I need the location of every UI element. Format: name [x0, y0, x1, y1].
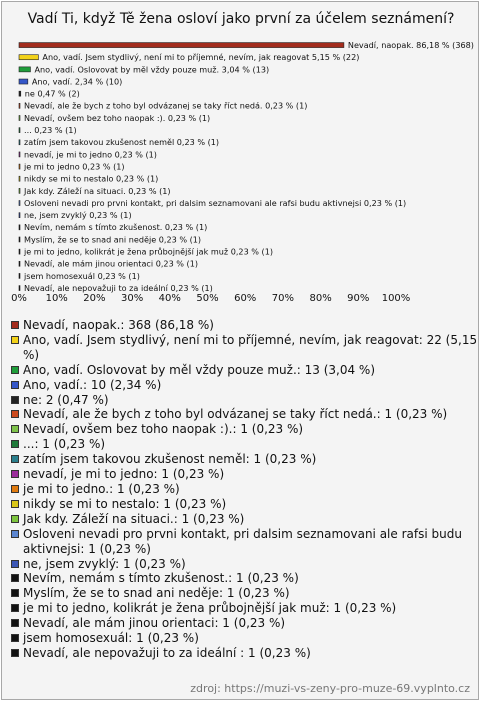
- legend-swatch: [11, 530, 19, 538]
- legend-label: Jak kdy. Záleží na situaci.: 1 (0,23 %): [23, 511, 245, 526]
- bar-18: [19, 261, 20, 266]
- legend-swatch: [11, 440, 19, 448]
- legend-label: nikdy se mi to nestalo: 1 (0,23 %): [23, 496, 227, 511]
- bar-17: [19, 249, 20, 254]
- bar-label-15: Nevím, nemám s tímto zkušenost. 0,23 % (1): [24, 222, 208, 233]
- legend-item: [10, 378, 478, 393]
- x-tick-label: 70%: [271, 293, 295, 304]
- x-tick-label: 80%: [309, 293, 332, 304]
- bar-label-19: jsem homosexuál 0,23 % (1): [24, 270, 140, 281]
- legend-item: [10, 318, 478, 333]
- x-tick-label: 30%: [120, 293, 144, 304]
- legend-swatch: [11, 410, 19, 418]
- bar-label-18: Nevadí, ale mám jinou orientaci 0,23 % (1): [24, 258, 199, 269]
- legend-swatch: [11, 366, 19, 374]
- bar-8: [19, 140, 20, 145]
- legend-item: [10, 646, 478, 661]
- bar-16: [19, 237, 20, 242]
- bar-label-13: Osloveni nevadi pro prvni kontakt, pri dalsim seznamovani ale rafsi budu aktivnejsi 0,23 % (1): [24, 197, 407, 208]
- bar-label-6: Nevadí, ovšem bez toho naopak :). 0,23 % (1): [24, 112, 211, 123]
- legend-label: Myslím, že se to snad ani neděje: 1 (0,23 %): [23, 586, 290, 601]
- bar-6: [19, 115, 20, 120]
- chart-legend: [10, 318, 478, 661]
- bar-label-20: Nevadí, ale nepovažuji to za ideální 0,23 % (1): [24, 282, 213, 293]
- legend-label: Nevadí, naopak.: 368 (86,18 %): [23, 318, 214, 332]
- bar-12: [19, 188, 20, 193]
- x-tick-label: 60%: [234, 293, 257, 304]
- x-tick-label: 50%: [196, 293, 219, 304]
- legend-item: [10, 497, 478, 512]
- bar-11: [19, 176, 20, 181]
- bar-3: [19, 79, 28, 84]
- legend-item: [10, 393, 478, 408]
- legend-swatch: [11, 634, 19, 642]
- bar-14: [19, 213, 20, 218]
- legend-label: Nevadí, ale mám jinou orientaci: 1 (0,23 %): [23, 616, 286, 631]
- bar-19: [19, 273, 20, 278]
- bar-label-9: nevadí, je mi to jedno 0,23 % (1): [24, 149, 157, 160]
- x-tick-label: 0%: [11, 293, 27, 304]
- legend-swatch: [11, 589, 19, 597]
- legend-swatch: [11, 485, 19, 493]
- bar-13: [19, 201, 20, 206]
- legend-item: [10, 437, 478, 452]
- bar-5: [19, 103, 20, 108]
- x-tick-label: 10%: [45, 293, 68, 304]
- bar-label-3: Ano, vadí. 2,34 % (10): [31, 76, 123, 87]
- legend-swatch: [11, 336, 19, 344]
- legend-label: Ano, vadí. Oslovovat by měl vždy pouze muž.: 13 (3,04 %): [23, 362, 376, 377]
- legend-label: Ano, vadí. Jsem stydlivý, není mi to příjemné, nevím, jak reagovat: 22 (5,15 %): [23, 332, 478, 362]
- legend-swatch: [11, 321, 19, 329]
- bar-label-5: Nevadí, ale že bych z toho byl odvázanej se taky říct nedá. 0,23 % (1): [24, 100, 308, 111]
- bar-label-4: ne 0,47 % (2): [24, 88, 80, 99]
- legend-label: Nevím, nemám s tímto zkušenost.: 1 (0,23 %): [23, 571, 299, 586]
- legend-label: Nevadí, ale nepovažuji to za ideální : 1 (0,23 %): [23, 645, 311, 660]
- legend-item: [10, 512, 478, 527]
- bar-label-1: Ano, vadí. Jsem stydlivý, není mi to příjemné, nevím, jak reagovat 5,15 % (22): [42, 52, 360, 63]
- legend-swatch: [11, 515, 19, 523]
- legend-label: Nevadí, ovšem bez toho naopak :).: 1 (0,23 %): [23, 422, 304, 437]
- legend-label: ...: 1 (0,23 %): [23, 437, 106, 452]
- legend-swatch: [11, 604, 19, 612]
- legend-label: Osloveni nevadi pro prvni kontakt, pri dalsim seznamovani ale rafsi budu aktivnejsi: 1 (0,23 %): [23, 526, 462, 556]
- legend-item: [10, 586, 478, 601]
- legend-swatch: [11, 574, 19, 582]
- legend-swatch: [11, 470, 19, 478]
- legend-item: [10, 467, 478, 482]
- legend-item: [10, 631, 478, 646]
- bar-15: [19, 225, 20, 230]
- legend-label: ne, jsem zvyklý: 1 (0,23 %): [23, 556, 186, 571]
- bar-label-12: Jak kdy. Záleží na situaci. 0,23 % (1): [24, 185, 171, 196]
- bar-label-7: ... 0,23 % (1): [24, 125, 77, 136]
- bar-20: [19, 286, 20, 291]
- legend-item: [10, 407, 478, 422]
- legend-swatch: [11, 560, 19, 568]
- bar-7: [19, 128, 20, 133]
- bar-chart: [10, 35, 478, 325]
- x-tick-label: 90%: [347, 293, 370, 304]
- bar-0: [19, 43, 344, 48]
- legend-label: ne: 2 (0,47 %): [23, 392, 109, 407]
- legend-item: [10, 571, 478, 586]
- legend-swatch: [11, 500, 19, 508]
- legend-item: [10, 363, 478, 378]
- legend-item: [10, 601, 478, 616]
- bar-label-17: je mi to jedno, kolikrát je žena průbojnější jak muž 0,23 % (1): [24, 246, 274, 257]
- legend-swatch: [11, 619, 19, 627]
- legend-item: [10, 482, 478, 497]
- legend-label: nevadí, je mi to jedno: 1 (0,23 %): [23, 467, 225, 482]
- legend-swatch: [11, 381, 19, 389]
- legend-swatch: [11, 649, 19, 657]
- legend-item: [10, 333, 478, 363]
- legend-label: Nevadí, ale že bych z toho byl odvázanej se taky říct nedá.: 1 (0,23 %): [23, 407, 448, 422]
- bar-9: [19, 152, 20, 157]
- x-tick-label: 40%: [158, 293, 181, 304]
- legend-label: je mi to jedno, kolikrát je žena průbojnější jak muž: 1 (0,23 %): [23, 601, 397, 616]
- legend-item: [10, 616, 478, 631]
- bar-label-8: zatím jsem takovou zkušenost neměl 0,23 % (1): [24, 137, 220, 148]
- legend-item: [10, 422, 478, 437]
- legend-item: [10, 557, 478, 572]
- bar-1: [19, 55, 38, 60]
- legend-swatch: [11, 425, 19, 433]
- bar-label-11: nikdy se mi to nestalo 0,23 % (1): [24, 173, 159, 184]
- x-tick-label: 100%: [381, 293, 411, 304]
- bar-label-14: ne, jsem zvyklý 0,23 % (1): [24, 210, 132, 221]
- legend-label: Ano, vadí.: 10 (2,34 %): [23, 377, 162, 392]
- legend-label: zatím jsem takovou zkušenost neměl: 1 (0,23 %): [23, 452, 317, 467]
- bar-10: [19, 164, 20, 169]
- x-tick-label: 20%: [83, 293, 106, 304]
- legend-item: [10, 452, 478, 467]
- bar-4: [19, 91, 21, 96]
- bar-2: [19, 67, 30, 72]
- source-credit: zdroj: https://muzi-vs-zeny-pro-muze-69.vyplnto.cz: [190, 682, 470, 695]
- legend-item: [10, 527, 478, 557]
- bar-label-10: je mi to jedno 0,23 % (1): [24, 161, 125, 172]
- chart-title: Vadí Ti, když Tě žena osloví jako první za účelem seznámení?: [27, 11, 455, 27]
- bar-label-16: Myslím, že se to snad ani neděje 0,23 % (1): [24, 234, 202, 245]
- bar-label-2: Ano, vadí. Oslovovat by měl vždy pouze muž. 3,04 % (13): [34, 64, 270, 75]
- legend-swatch: [11, 396, 19, 404]
- legend-swatch: [11, 455, 19, 463]
- chart-panel: [1, 1, 479, 700]
- bar-label-0: Nevadí, naopak. 86,18 % (368): [347, 39, 474, 50]
- legend-label: je mi to jedno.: 1 (0,23 %): [23, 481, 180, 496]
- legend-label: jsem homosexuál: 1 (0,23 %): [23, 631, 199, 646]
